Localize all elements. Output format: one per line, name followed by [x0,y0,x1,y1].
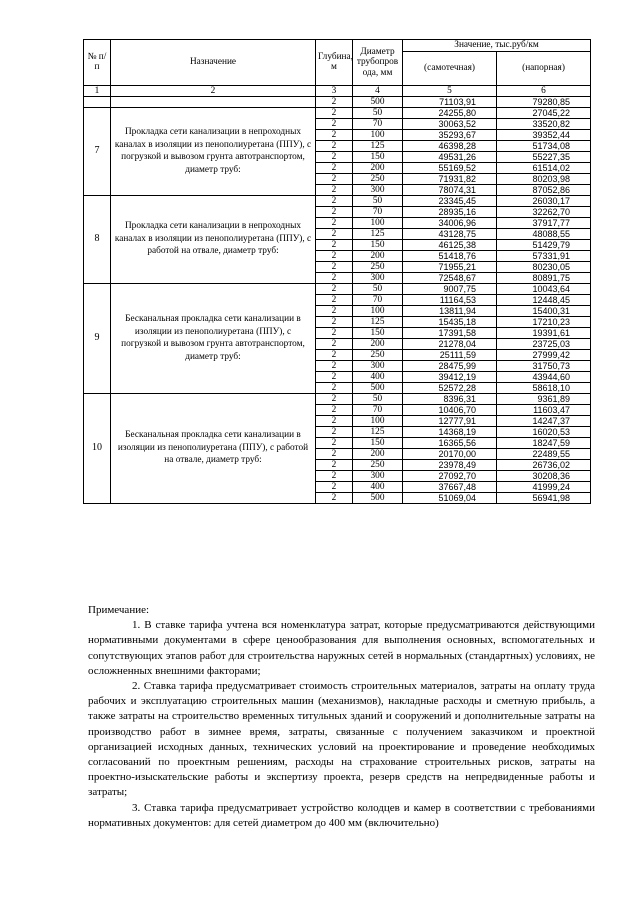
diameter-cell: 300 [353,470,403,481]
value-gravity-cell: 55169,52 [403,162,497,173]
value-pressure-cell: 27999,42 [497,349,591,360]
index-cell: 3 [316,85,353,96]
note-item-2: 2. Ставка тарифа предусматривает стоимость строительных материалов, затраты на оплату труда рабочих и эксплуатацию строительных машин (механизмов), накладные расходы и сметную прибыль, а также затраты на строительство временных титульных зданий и сооружений и дополнительные затраты на производство работ в зимнее время, затраты, связанные с получением заказчиком и проектной организацией исходных данных, технических условий на проектирование и проведение необходимых согласований по проектным решениям, расходы на страхование строительных рисков, затраты на проектно-изыскательские работы и экспертизу проекта, резерв средств на непредвиденные работы и затраты; [88,680,595,799]
value-pressure-cell: 48088,55 [497,228,591,239]
index-cell: 1 [84,85,111,96]
diameter-cell: 500 [353,382,403,393]
depth-cell: 2 [316,272,353,283]
value-pressure-cell: 18247,59 [497,437,591,448]
depth-cell: 2 [316,492,353,503]
value-gravity-cell: 71931,82 [403,173,497,184]
diameter-cell: 300 [353,360,403,371]
value-pressure-cell: 17210,23 [497,316,591,327]
value-gravity-cell: 28935,16 [403,206,497,217]
value-pressure-cell: 26736,02 [497,459,591,470]
value-pressure-cell: 80891,75 [497,272,591,283]
diameter-cell: 400 [353,371,403,382]
value-pressure-cell: 22489,55 [497,448,591,459]
depth-cell: 2 [316,327,353,338]
note-item-3: 3. Ставка тарифа предусматривает устройство колодцев и камер в соответствии с требованиями нормативных документов: для сетей диаметром до 400 мм (включительно) [88,801,595,829]
depth-cell: 2 [316,173,353,184]
value-pressure-cell: 43944,60 [497,371,591,382]
diameter-cell: 150 [353,151,403,162]
note-item-1: 1. В ставке тарифа учтена вся номенклатура затрат, которые предусматриваются действующими нормативными документами в сфере ценообразования для выполнения основных, вспомогательных и сопутствующих этапов работ для строительства наружных сетей в нормальных (стандартных) условиях, не осложненных внешними факторами; [88,619,595,677]
diameter-cell: 70 [353,206,403,217]
depth-cell: 2 [316,250,353,261]
value-pressure-cell: 23725,03 [497,338,591,349]
header-value: Значение, тыс.руб/км [403,40,591,52]
value-pressure-cell: 26030,17 [497,195,591,206]
value-pressure-cell: 9361,89 [497,393,591,404]
depth-cell: 2 [316,371,353,382]
header-pressure: (напорная) [497,51,591,85]
value-gravity-cell: 71103,91 [403,96,497,107]
value-gravity-cell: 10406,70 [403,404,497,415]
group-description: Бесканальная прокладка сети канализации в изоляции из пенополиуретана (ППУ), с работой на отвале, диаметр труб: [111,393,316,503]
value-gravity-cell: 21278,04 [403,338,497,349]
diameter-cell: 50 [353,195,403,206]
depth-cell: 2 [316,404,353,415]
diameter-cell: 100 [353,415,403,426]
diameter-cell: 250 [353,261,403,272]
group-description: Бесканальная прокладка сети канализации в изоляции из пенополиуретана (ППУ), с погрузкой и вывозом грунта автотранспортом, диаметр труб: [111,283,316,393]
value-pressure-cell: 41999,24 [497,481,591,492]
value-pressure-cell: 57331,91 [497,250,591,261]
value-pressure-cell: 10043,64 [497,283,591,294]
value-pressure-cell: 31750,73 [497,360,591,371]
diameter-cell: 300 [353,184,403,195]
group-number: 9 [84,283,111,393]
diameter-cell: 125 [353,316,403,327]
depth-cell: 2 [316,151,353,162]
diameter-cell: 150 [353,327,403,338]
header-num: № п/п [84,40,111,86]
diameter-cell: 125 [353,228,403,239]
depth-cell: 2 [316,360,353,371]
value-pressure-cell: 33520,82 [497,118,591,129]
depth-cell: 2 [316,96,353,107]
value-pressure-cell: 16020,53 [497,426,591,437]
diameter-cell: 250 [353,173,403,184]
depth-cell: 2 [316,426,353,437]
diameter-cell: 50 [353,107,403,118]
depth-cell: 2 [316,316,353,327]
diameter-cell: 70 [353,294,403,305]
value-pressure-cell: 15400,31 [497,305,591,316]
value-gravity-cell: 9007,75 [403,283,497,294]
value-gravity-cell: 8396,31 [403,393,497,404]
table-row [84,283,591,294]
notes-title: Примечание: [88,604,150,616]
value-gravity-cell: 46398,28 [403,140,497,151]
diameter-cell: 100 [353,305,403,316]
diameter-cell: 100 [353,129,403,140]
value-pressure-cell: 51429,79 [497,239,591,250]
value-pressure-cell: 87052,86 [497,184,591,195]
header-purpose: Назначение [111,40,316,86]
value-gravity-cell: 37667,48 [403,481,497,492]
value-gravity-cell: 39412,19 [403,371,497,382]
group-number: 8 [84,195,111,283]
value-gravity-cell: 43128,75 [403,228,497,239]
depth-cell: 2 [316,415,353,426]
value-gravity-cell: 28475,99 [403,360,497,371]
value-gravity-cell: 14368,19 [403,426,497,437]
value-pressure-cell: 14247,37 [497,415,591,426]
value-gravity-cell: 27092,70 [403,470,497,481]
value-gravity-cell: 34006,96 [403,217,497,228]
diameter-cell: 300 [353,272,403,283]
group-description: Прокладка сети канализации в непроходных каналах в изоляции из пенополиуретана (ППУ), с погрузкой и вывозом грунта автотранспортом, диаметр труб: [111,107,316,195]
value-pressure-cell: 58618,10 [497,382,591,393]
group-number: 10 [84,393,111,503]
header-depth: Глубина, м [316,40,353,86]
depth-cell: 2 [316,349,353,360]
index-cell: 5 [403,85,497,96]
notes-section [88,603,595,831]
value-pressure-cell: 79280,85 [497,96,591,107]
table-header [84,40,591,86]
index-cell: 6 [497,85,591,96]
group-description: Прокладка сети канализации в непроходных каналах в изоляции из пенополиуретана (ППУ), с работой на отвале, диаметр труб: [111,195,316,283]
value-gravity-cell: 12777,91 [403,415,497,426]
value-pressure-cell: 56941,98 [497,492,591,503]
value-gravity-cell: 46125,38 [403,239,497,250]
depth-cell: 2 [316,437,353,448]
diameter-cell: 200 [353,250,403,261]
depth-cell: 2 [316,107,353,118]
diameter-cell: 200 [353,162,403,173]
value-pressure-cell: 80203,98 [497,173,591,184]
purpose-cell [111,96,316,107]
value-pressure-cell: 55227,35 [497,151,591,162]
table-row [84,393,591,404]
index-row [84,85,591,96]
depth-cell: 2 [316,448,353,459]
diameter-cell: 200 [353,338,403,349]
value-gravity-cell: 78074,31 [403,184,497,195]
header-diameter: Диаметр трубопров ода, мм [353,40,403,86]
diameter-cell: 150 [353,239,403,250]
value-gravity-cell: 23978,49 [403,459,497,470]
depth-cell: 2 [316,261,353,272]
diameter-cell: 500 [353,492,403,503]
value-gravity-cell: 20170,00 [403,448,497,459]
value-gravity-cell: 51069,04 [403,492,497,503]
diameter-cell: 70 [353,118,403,129]
value-pressure-cell: 51734,08 [497,140,591,151]
value-gravity-cell: 16365,56 [403,437,497,448]
depth-cell: 2 [316,184,353,195]
value-gravity-cell: 52572,28 [403,382,497,393]
value-pressure-cell: 32262,70 [497,206,591,217]
diameter-cell: 500 [353,96,403,107]
value-gravity-cell: 49531,26 [403,151,497,162]
diameter-cell: 50 [353,393,403,404]
diameter-cell: 250 [353,349,403,360]
value-gravity-cell: 30063,52 [403,118,497,129]
value-pressure-cell: 12448,45 [497,294,591,305]
value-pressure-cell: 19391,61 [497,327,591,338]
value-gravity-cell: 17391,58 [403,327,497,338]
depth-cell: 2 [316,382,353,393]
value-gravity-cell: 11164,53 [403,294,497,305]
depth-cell: 2 [316,140,353,151]
value-pressure-cell: 11603,47 [497,404,591,415]
group-number: 7 [84,107,111,195]
value-pressure-cell: 30208,36 [497,470,591,481]
depth-cell: 2 [316,338,353,349]
value-gravity-cell: 72548,67 [403,272,497,283]
value-pressure-cell: 39352,44 [497,129,591,140]
table-row [84,107,591,118]
depth-cell: 2 [316,118,353,129]
value-gravity-cell: 71955,21 [403,261,497,272]
depth-cell: 2 [316,283,353,294]
value-gravity-cell: 23345,45 [403,195,497,206]
diameter-cell: 150 [353,437,403,448]
depth-cell: 2 [316,239,353,250]
value-gravity-cell: 13811,94 [403,305,497,316]
diameter-cell: 50 [353,283,403,294]
table-row [84,96,591,107]
depth-cell: 2 [316,228,353,239]
tariff-table [83,39,591,504]
diameter-cell: 125 [353,426,403,437]
depth-cell: 2 [316,481,353,492]
value-pressure-cell: 27045,22 [497,107,591,118]
value-gravity-cell: 51418,76 [403,250,497,261]
depth-cell: 2 [316,393,353,404]
table-body [84,85,591,503]
depth-cell: 2 [316,129,353,140]
value-gravity-cell: 24255,80 [403,107,497,118]
header-gravity: (самотечная) [403,51,497,85]
depth-cell: 2 [316,294,353,305]
diameter-cell: 125 [353,140,403,151]
depth-cell: 2 [316,305,353,316]
diameter-cell: 250 [353,459,403,470]
diameter-cell: 100 [353,217,403,228]
depth-cell: 2 [316,470,353,481]
depth-cell: 2 [316,217,353,228]
num-cell [84,96,111,107]
diameter-cell: 400 [353,481,403,492]
diameter-cell: 70 [353,404,403,415]
depth-cell: 2 [316,206,353,217]
table-row [84,195,591,206]
value-gravity-cell: 25111,59 [403,349,497,360]
depth-cell: 2 [316,162,353,173]
depth-cell: 2 [316,459,353,470]
diameter-cell: 200 [353,448,403,459]
value-pressure-cell: 37917,77 [497,217,591,228]
value-gravity-cell: 15435,18 [403,316,497,327]
value-pressure-cell: 61514,02 [497,162,591,173]
index-cell: 2 [111,85,316,96]
index-cell: 4 [353,85,403,96]
value-pressure-cell: 80230,05 [497,261,591,272]
depth-cell: 2 [316,195,353,206]
value-gravity-cell: 35293,67 [403,129,497,140]
